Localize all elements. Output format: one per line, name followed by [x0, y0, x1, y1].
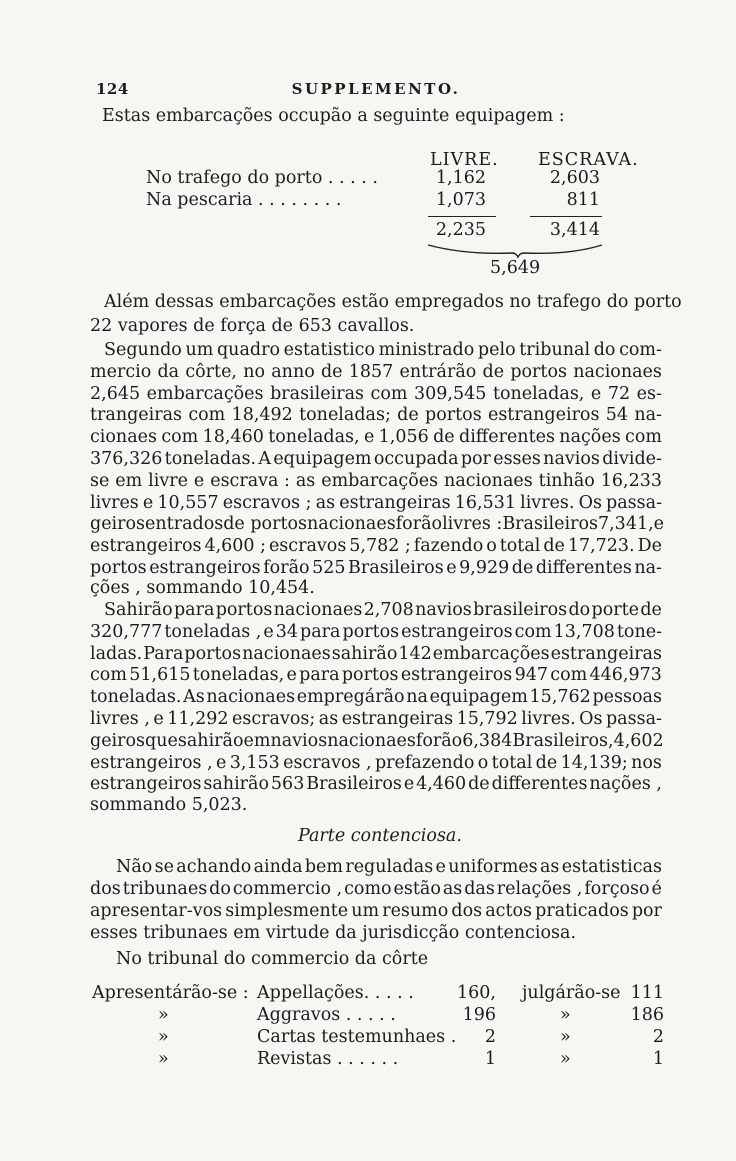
word: escravos ; [222, 492, 312, 513]
total-rule-escrava [530, 216, 602, 217]
court-judged: 111 [630, 983, 664, 1003]
word: divide- [602, 449, 662, 469]
word: nacionaes [573, 361, 662, 382]
word: geiros [90, 514, 146, 535]
word: nos [631, 752, 662, 773]
word: e [193, 470, 205, 491]
court-judged: 1 [652, 1049, 664, 1069]
court-presented: 160, [457, 983, 496, 1003]
word: e [653, 514, 665, 535]
word: commercio , [232, 879, 343, 899]
word: estrangeiros [90, 774, 202, 795]
word: es- [636, 383, 662, 404]
word: nacionaes [206, 687, 296, 708]
word: differentes [459, 427, 555, 448]
word: como [344, 879, 392, 899]
word: relações , [496, 879, 583, 899]
word: estrangeiros [149, 558, 261, 578]
word: de [535, 752, 558, 773]
word: 2,708 [363, 600, 414, 620]
word: as [442, 879, 463, 899]
word: portos [342, 621, 400, 642]
word: equipagem [273, 449, 372, 469]
word: nacionaes [444, 470, 533, 491]
word: praticados [535, 901, 629, 921]
word: do [593, 340, 616, 360]
para2-line [104, 340, 662, 360]
word: embarcações [432, 643, 550, 664]
word: estrangeiros [400, 665, 513, 686]
para1-line: 22 vapores de força de 653 cavallos. [90, 316, 415, 336]
para2-line [90, 558, 662, 578]
para3-line [90, 731, 662, 751]
word: quadro [216, 340, 280, 360]
word: 18,460 [202, 427, 264, 448]
word: e [446, 558, 457, 578]
word: com- [619, 340, 662, 360]
word: sahirão [203, 774, 270, 795]
word: apresentar-vos [90, 901, 223, 921]
running-title: SUPPLEMENTO. [291, 80, 461, 98]
word: do [568, 600, 591, 620]
word: toneladas. [90, 687, 182, 708]
word: livres , [90, 709, 150, 729]
para2-line [90, 471, 662, 491]
section-title: Parte contenciosa. [298, 826, 462, 846]
word: 5,782 ; [349, 536, 411, 557]
crew-row-label: No trafego do porto . . . . . [146, 168, 378, 188]
word: o [486, 536, 497, 557]
word: 4,602 [613, 730, 664, 751]
word: Brasileiros, [512, 730, 614, 751]
word: 17,723. [567, 536, 635, 557]
word: 4,460 [416, 774, 467, 795]
word: mercio [90, 361, 152, 382]
para2-line [90, 514, 665, 535]
word: côrte, [185, 361, 237, 382]
total-escrava: 3,414 [549, 220, 600, 240]
word: Não [116, 857, 153, 877]
word: ainda [253, 857, 303, 877]
word: equipagem [429, 687, 528, 708]
word: trangeiras [90, 405, 183, 426]
court-kind: Revistas . . . . . . [257, 1049, 399, 1069]
word: se [90, 470, 110, 491]
word: prefazendo [374, 752, 475, 773]
word: cionaes [90, 427, 157, 448]
word: brasileiras [270, 383, 364, 404]
word: se [154, 857, 174, 877]
word: e [363, 427, 375, 448]
para2-line [90, 427, 662, 447]
para3-line [90, 622, 662, 642]
word: 54 [605, 405, 629, 426]
word: portos [425, 405, 482, 426]
word: e [153, 709, 164, 729]
word: forão [263, 558, 310, 578]
word: estrangeiros , [90, 752, 213, 773]
word: toneladas , [164, 621, 262, 642]
word: com [188, 405, 226, 426]
word: estão [393, 879, 441, 899]
word: forão [395, 514, 443, 535]
word: e [142, 492, 154, 513]
word: as [539, 857, 560, 877]
word: entrárão [399, 361, 477, 382]
word: geiros [90, 730, 146, 751]
word: dos [90, 879, 121, 899]
word: para [299, 665, 340, 686]
word: com [550, 665, 588, 686]
word: forão [415, 730, 463, 751]
word: toneladas, [492, 383, 585, 404]
word: fazendo [413, 536, 484, 557]
word: 1857 [348, 361, 394, 382]
word: nacionaes [327, 730, 416, 751]
word: de [320, 361, 343, 382]
word: livre [148, 470, 188, 491]
total-livre: 2,235 [435, 220, 486, 240]
court-kind: Aggravos . . . . . [257, 1005, 396, 1025]
word: para [300, 621, 341, 642]
word: o [477, 752, 489, 773]
word: ladas. [90, 643, 143, 664]
word: 320,777 [90, 621, 163, 642]
word: de [433, 427, 455, 448]
word: toneladas, [192, 665, 285, 686]
word: 51,615 [129, 665, 191, 686]
page-number: 124 [96, 80, 129, 98]
word: 446,973 [589, 665, 662, 686]
word: 947 [514, 665, 548, 686]
word: total [491, 752, 533, 773]
word: de [468, 774, 490, 795]
word: escravos [268, 536, 347, 557]
word: de [511, 558, 534, 578]
word: tribunaes [122, 879, 208, 899]
word: do [209, 879, 231, 899]
ditto-mark: » [560, 1027, 571, 1047]
word: estatistico [283, 340, 376, 360]
word: portos [215, 600, 273, 620]
word: e [435, 857, 446, 877]
word: portos [510, 361, 567, 382]
para3-line [90, 774, 662, 794]
para3-line [90, 753, 662, 773]
word: 2,645 [90, 383, 141, 404]
word: as [318, 709, 339, 729]
word: passa- [605, 709, 662, 729]
court-kind: Cartas testemunhaes . [257, 1027, 457, 1047]
word: estrangeiras [550, 643, 662, 664]
para2-line [90, 493, 662, 513]
word: por [631, 901, 662, 921]
total-rule-livre [428, 216, 496, 217]
word: As [183, 687, 205, 708]
tribunal-line: No tribunal do commercio da côrte [116, 949, 429, 969]
word: brasileiros [473, 600, 568, 620]
word: nacionaes [242, 643, 331, 664]
para4-last-line: esses tribunaes em virtude da jurisdicção contenciosa. [90, 923, 577, 943]
word: livres. [521, 709, 576, 729]
word: para [173, 600, 215, 620]
word: 14,139; [560, 752, 628, 773]
para2-line [90, 362, 662, 382]
word: livres [90, 492, 139, 513]
word: um [351, 901, 380, 921]
court-presented: 1 [484, 1049, 496, 1069]
word: e [590, 383, 602, 404]
word: em [115, 470, 143, 491]
word: portos [90, 558, 147, 578]
word: por [460, 449, 491, 469]
word: toneladas, [268, 427, 360, 448]
crew-row-livre: 1,073 [435, 190, 486, 210]
word: escravos; [232, 709, 316, 729]
word: embarcações [321, 470, 439, 491]
word: com [625, 427, 662, 448]
word: Brasileiros [348, 558, 444, 578]
word: com [514, 621, 552, 642]
word: resumo [382, 901, 449, 921]
word: estrangeiras [339, 492, 451, 513]
para4-line [90, 901, 662, 921]
word: total [499, 536, 541, 557]
grand-total: 5,649 [490, 258, 541, 278]
word: occupada [373, 449, 459, 469]
crew-row-livre: 1,162 [435, 168, 486, 188]
court-presented: 196 [462, 1005, 496, 1025]
word: nações , [589, 774, 662, 795]
word: ministrado [378, 340, 475, 360]
para3-last-line: sommando 5,023. [90, 795, 248, 815]
word: 7,341, [597, 514, 654, 535]
word: porte [591, 600, 639, 620]
word: differentes [491, 774, 588, 795]
word: tribunal [519, 340, 591, 360]
word: nacionaes [273, 600, 363, 620]
word: toneladas. [164, 449, 257, 469]
para3-line [90, 644, 662, 664]
word: anno [271, 361, 315, 382]
word: 3,153 [229, 752, 280, 773]
word: 15,792 [456, 709, 518, 729]
word: Sahirão [104, 600, 173, 620]
word: Os [579, 709, 603, 729]
para2-line [90, 384, 662, 404]
word: pessoas [592, 687, 662, 708]
ditto-mark: » [560, 1005, 571, 1025]
word: uniformes [448, 857, 538, 877]
word: 15,762 [529, 687, 591, 708]
word: 142 [398, 643, 432, 664]
word: portos [184, 643, 242, 664]
word: na- [634, 405, 662, 426]
crew-intro: Estas embarcações occupão a seguinte equipagem : [102, 106, 565, 126]
word: sahirão [177, 730, 244, 751]
word: Segundo [104, 340, 182, 360]
word: livres. [520, 492, 575, 513]
word: embarcações [146, 383, 264, 404]
col-livre-header: LIVRE. [430, 150, 499, 170]
para4-line [90, 879, 662, 899]
court-judged-label: julgárão-se [522, 983, 621, 1003]
word: tinhão [538, 470, 595, 491]
word: de [397, 405, 419, 426]
para2-line [90, 536, 662, 556]
word: estrangeiros [487, 405, 600, 426]
word: na- [634, 558, 662, 578]
word: 525 [312, 558, 346, 578]
word: 34 [275, 621, 299, 642]
word: 10,557 [157, 492, 219, 513]
word: sahirão [331, 643, 398, 664]
crew-row-escrava: 2,603 [549, 168, 600, 188]
word: Os [578, 492, 602, 513]
word: na [406, 687, 428, 708]
word: tone- [616, 621, 662, 642]
para3-line [90, 665, 662, 685]
word: e [263, 621, 274, 642]
ditto-mark: » [158, 1049, 169, 1069]
ditto-mark: » [560, 1049, 571, 1069]
court-judged: 186 [630, 1005, 664, 1025]
word: 9,929 [459, 558, 510, 578]
word: 72 [607, 383, 631, 404]
sum-brace [426, 243, 606, 259]
word: reguladas [345, 857, 434, 877]
word: entrados [145, 514, 224, 535]
word: da [157, 361, 180, 382]
ditto-mark: » [158, 1005, 169, 1025]
word: escravos , [283, 752, 372, 773]
word: estatisticas [561, 857, 662, 877]
word: de [482, 361, 505, 382]
word: 4,600 ; [204, 536, 266, 557]
word: um [185, 340, 214, 360]
word: e [403, 774, 415, 795]
word: actos [485, 901, 533, 921]
word: estrangeiros [90, 536, 202, 557]
word: livres : [442, 514, 503, 535]
court-presented: 2 [484, 1027, 496, 1047]
word: 1,056 [378, 427, 429, 448]
ditto-mark: » [158, 1027, 169, 1047]
para3-line [90, 687, 662, 707]
court-kind: Appellações. . . . . [257, 983, 414, 1003]
word: escrava : [210, 470, 290, 491]
word: forçoso [584, 879, 650, 899]
word: navios [270, 730, 328, 751]
word: com [370, 383, 408, 404]
word: das [464, 879, 495, 899]
court-lead: Apresentárão-se : [92, 983, 249, 1003]
word: nacionaes [307, 514, 396, 535]
word: estrangeiros [401, 621, 513, 642]
para2-last-line: ções , sommando 10,454. [90, 578, 315, 598]
word: simplesmente [225, 901, 349, 921]
word: estrangeiras [341, 709, 454, 729]
word: A [258, 449, 272, 469]
para2-line [90, 449, 662, 469]
word: navios [543, 449, 600, 469]
word: as [295, 470, 316, 491]
word: com [90, 665, 127, 686]
word: em [243, 730, 271, 751]
word: De [637, 536, 662, 557]
para3-line [90, 709, 662, 729]
word: esses [493, 449, 541, 469]
word: portos [341, 665, 399, 686]
word: 13,708 [553, 621, 615, 642]
word: de [640, 600, 662, 620]
word: 376,326 [90, 449, 163, 469]
running-header [96, 80, 656, 102]
word: passa- [606, 492, 662, 513]
word: Brasileiros [306, 774, 402, 795]
word: differentes [535, 558, 632, 578]
word: de [543, 536, 565, 557]
para2-line [90, 405, 662, 425]
para4-line [116, 857, 662, 877]
court-judged: 2 [652, 1027, 664, 1047]
word: navios [415, 600, 472, 620]
para1-line: Além dessas embarcações estão empregados no trafego do porto [104, 292, 682, 312]
word: pelo [477, 340, 516, 360]
word: que [145, 730, 178, 751]
word: e [215, 752, 227, 773]
word: 6,384 [462, 730, 513, 751]
word: as [315, 492, 336, 513]
word: achando [176, 857, 252, 877]
word: no [243, 361, 266, 382]
crew-row-label: Na pescaria . . . . . . . . [146, 190, 342, 210]
word: de portos [223, 514, 308, 535]
word: 16,233 [600, 470, 662, 491]
para3-line [104, 600, 662, 620]
word: Brasileiros [502, 514, 598, 535]
word: com [161, 427, 199, 448]
word: é [651, 879, 662, 899]
word: dos [451, 901, 483, 921]
word: 309,545 [414, 383, 487, 404]
word: bem [304, 857, 343, 877]
word: toneladas; [299, 405, 391, 426]
word: 563 [270, 774, 305, 795]
word: empregárão [296, 687, 405, 708]
word: 18,492 [231, 405, 293, 426]
crew-row-escrava: 811 [566, 190, 600, 210]
word: nações [559, 427, 621, 448]
word: Para [143, 643, 184, 664]
word: 16,531 [454, 492, 516, 513]
word: e [286, 665, 297, 686]
word: 11,292 [167, 709, 229, 729]
col-escrava-header: ESCRAVA. [538, 150, 639, 170]
